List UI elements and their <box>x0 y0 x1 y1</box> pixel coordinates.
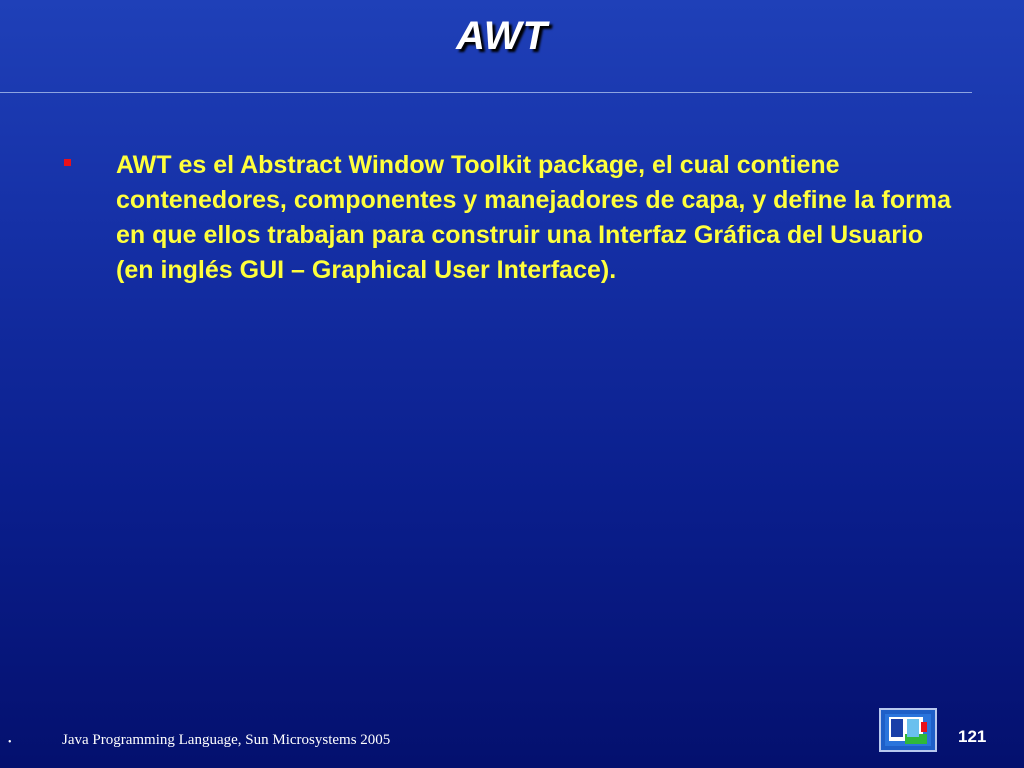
bullet-text: AWT es el Abstract Window Toolkit package, el cual contiene contenedores, componentes y manejadores de capa, y define la forma en que ellos trabajan para construir una Interfaz Gráfica del Usuario (en inglés GUI – Graphical User Interface). <box>116 151 951 284</box>
slide-title: AWT <box>456 14 548 58</box>
pj-logo-icon <box>879 708 937 752</box>
square-bullet-icon <box>64 159 71 166</box>
page-number: 121 <box>958 727 987 746</box>
title-divider <box>0 92 972 93</box>
footer-bullet: • <box>8 737 12 748</box>
footer-text: Java Programming Language, Sun Microsystems 2005 <box>62 732 391 748</box>
